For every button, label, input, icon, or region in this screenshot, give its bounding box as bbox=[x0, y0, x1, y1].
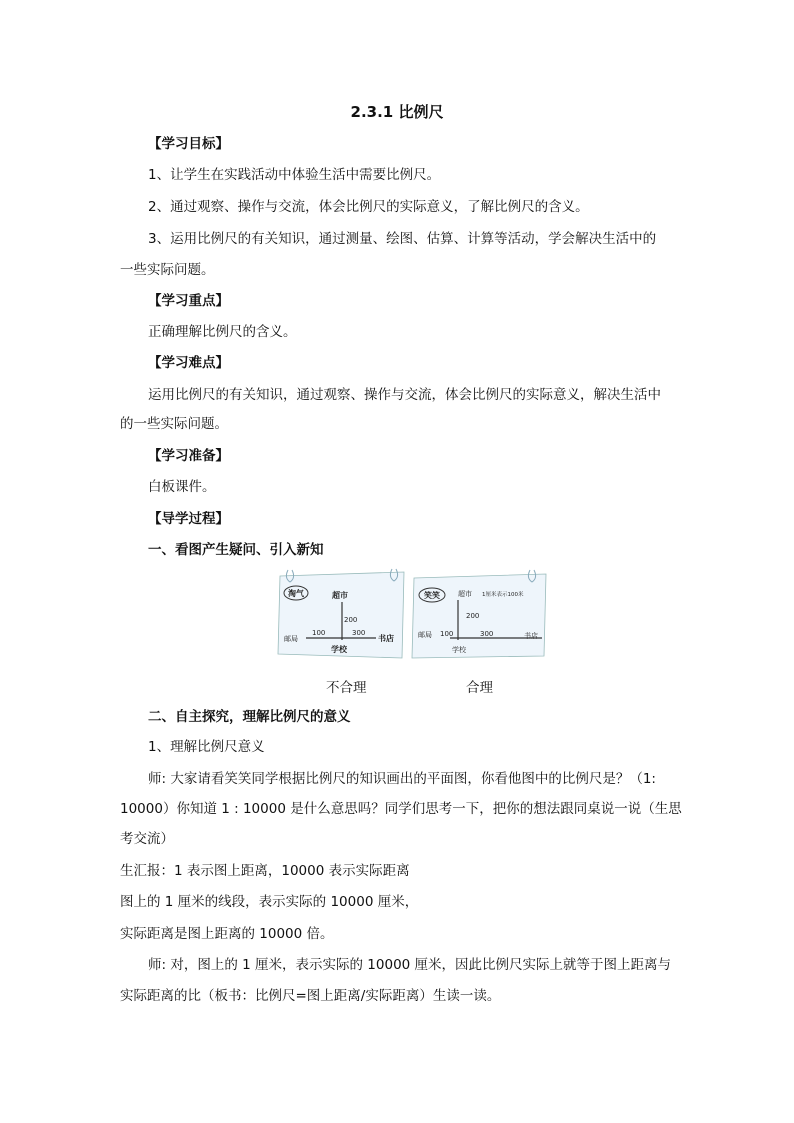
student-report-1: 生汇报：1 表示图上距离，10000 表示实际距离 bbox=[120, 863, 410, 879]
teacher-line3: 考交流） bbox=[120, 831, 174, 847]
teacher-summary-line2: 实际距离的比（板书：比例尺=图上距离/实际距离）生读一读。 bbox=[120, 988, 501, 1004]
key-point-text: 正确理解比例尺的含义。 bbox=[148, 324, 297, 340]
goal-3-line1: 3、运用比例尺的有关知识，通过测量、绘图、估算、计算等活动，学会解决生活中的 bbox=[148, 231, 657, 247]
teacher-line1: 师: 大家请看笑笑同学根据比例尺的知识画出的平面图，你看他图中的比例尺是？（1: bbox=[148, 771, 656, 787]
goal-1: 1、让学生在实践活动中体验生活中需要比例尺。 bbox=[148, 167, 441, 183]
goal-2: 2、通过观察、操作与交流，体会比例尺的实际意义，了解比例尺的含义。 bbox=[148, 199, 589, 215]
caption-unreasonable: 不合理 bbox=[326, 680, 367, 696]
teacher-summary-line1: 师: 对，图上的 1 厘米，表示实际的 10000 厘米，因此比例尺实际上就等于图上距离与 bbox=[148, 957, 672, 973]
figure-left-supermarket: 超市 bbox=[332, 591, 348, 600]
heading-key-point: 【学习重点】 bbox=[148, 293, 229, 309]
figure-left-distance-100: 100 bbox=[312, 629, 326, 637]
subsection-1-heading: 1、理解比例尺意义 bbox=[148, 739, 265, 755]
figure-left-distance-200: 200 bbox=[344, 616, 358, 624]
figure-reasonable-map bbox=[410, 568, 550, 662]
heading-goals: 【学习目标】 bbox=[148, 136, 229, 152]
figure-right-post-office: 邮局 bbox=[418, 631, 432, 639]
caption-reasonable: 合理 bbox=[466, 680, 493, 696]
figure-right-supermarket: 超市 bbox=[458, 590, 472, 598]
figure-left-bookstore: 书店 bbox=[378, 634, 394, 643]
student-report-2: 图上的 1 厘米的线段，表示实际的 10000 厘米， bbox=[120, 894, 419, 910]
figure-right-scale-note: 1厘米表示100米 bbox=[482, 592, 524, 598]
figure-right-distance-300: 300 bbox=[480, 630, 494, 638]
heading-process: 【导学过程】 bbox=[148, 511, 229, 527]
figure-right-distance-200: 200 bbox=[466, 612, 480, 620]
figure-left-tag: 淘气 bbox=[288, 589, 304, 598]
heading-preparation: 【学习准备】 bbox=[148, 448, 229, 464]
figure-right-bookstore: 书店 bbox=[524, 632, 538, 640]
student-report-3: 实际距离是图上距离的 10000 倍。 bbox=[120, 926, 334, 942]
figure-right-distance-100: 100 bbox=[440, 630, 454, 638]
page-title: 2.3.1 比例尺 bbox=[350, 103, 444, 121]
figure-left-distance-300: 300 bbox=[352, 629, 366, 637]
part-1-heading: 一、看图产生疑问、引入新知 bbox=[148, 542, 324, 558]
difficulty-line2: 的一些实际问题。 bbox=[120, 416, 228, 432]
figure-unreasonable-map bbox=[276, 568, 408, 662]
part-2-heading: 二、自主探究，理解比例尺的意义 bbox=[148, 709, 351, 725]
preparation-text: 白板课件。 bbox=[148, 479, 216, 495]
figure-left-post-office: 邮局 bbox=[284, 635, 298, 643]
difficulty-line1: 运用比例尺的有关知识，通过观察、操作与交流，体会比例尺的实际意义，解决生活中 bbox=[148, 387, 661, 403]
figure-right-school: 学校 bbox=[452, 646, 466, 654]
teacher-line2: 10000）你知道 1 : 10000 是什么意思吗？同学们思考一下，把你的想法跟同桌说一说（生思 bbox=[120, 801, 682, 817]
figure-left-school: 学校 bbox=[331, 645, 347, 654]
figure-right-tag: 笑笑 bbox=[424, 591, 440, 600]
goal-3-line2: 一些实际问题。 bbox=[120, 262, 215, 278]
heading-difficulty: 【学习难点】 bbox=[148, 355, 229, 371]
